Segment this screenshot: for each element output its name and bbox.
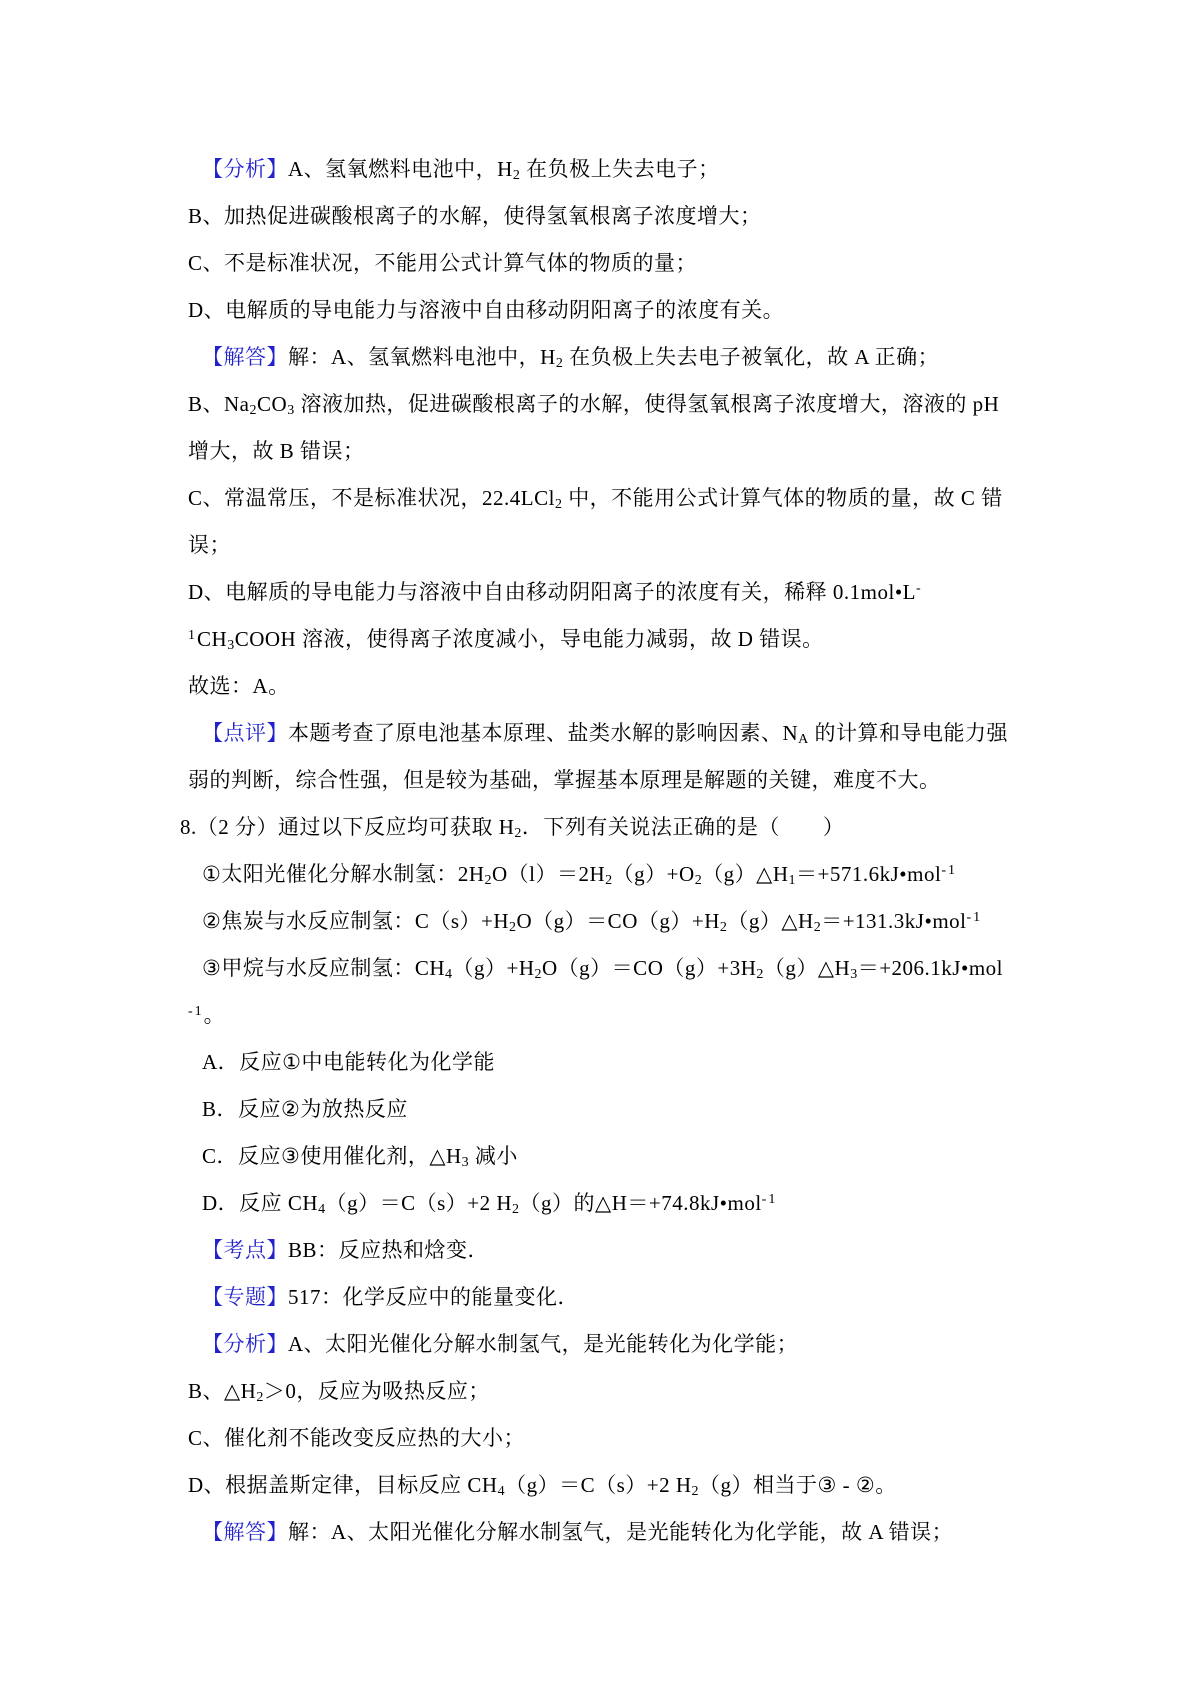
text-run: 溶液加热，促进碳酸根离子的水解，使得氢氧根离子浓度增大，溶液的 pH xyxy=(294,392,1000,416)
subscript-text: 4 xyxy=(318,1202,326,1218)
q7-analysis-line-b xyxy=(180,193,1020,240)
q7-answer-line-d1 xyxy=(180,569,1020,616)
superscript-text: -1 xyxy=(761,1192,778,1207)
subscript-text: 4 xyxy=(497,1484,506,1500)
text-run: B、Na xyxy=(188,392,250,416)
subscript-text: 2 xyxy=(256,1390,264,1406)
q8-option-d xyxy=(180,1180,1020,1227)
q8-analysis-line-a xyxy=(180,1321,1020,1368)
text-run: （g）的△H＝+74.8kJ•mol xyxy=(519,1191,762,1215)
q8-reaction-3-line2 xyxy=(180,992,1020,1039)
text-run: C、不是标准状况，不能用公式计算气体的物质的量； xyxy=(188,251,698,275)
subscript-text: 2 xyxy=(756,967,764,983)
document-body xyxy=(180,146,1020,1556)
superscript-text: -1 xyxy=(188,1004,204,1019)
q7-comment-line-1 xyxy=(180,710,1020,757)
text-run: 弱的判断，综合性强，但是较为基础，掌握基本原理是解题的关键，难度不大。 xyxy=(188,768,941,792)
text-run: ＝+131.3kJ•mol xyxy=(821,909,967,933)
text-run: （g）△H xyxy=(727,909,814,933)
text-run: （g）＝C（s）+2 H xyxy=(505,1473,692,1497)
text-run: O（l）＝2H xyxy=(492,862,606,886)
q7-comment-line-2 xyxy=(180,757,1020,804)
q8-option-c xyxy=(180,1133,1020,1180)
q8-reaction-1 xyxy=(180,851,1020,898)
text-run: B．反应②为放热反应 xyxy=(202,1097,408,1121)
section-label: 【考点】 xyxy=(202,1238,288,1262)
text-run: 的计算和导电能力强 xyxy=(808,721,1009,745)
text-run: ＝+571.6kJ•mol xyxy=(796,862,942,886)
text-run: B、△H xyxy=(188,1379,257,1403)
subscript-text: 2 xyxy=(249,403,257,419)
subscript-text: 2 xyxy=(512,168,521,184)
section-label: 【解答】 xyxy=(202,345,288,369)
text-run: D、电解质的导电能力与溶液中自由移动阴阳离子的浓度有关。 xyxy=(188,298,785,322)
q7-answer-line-c1 xyxy=(180,475,1020,522)
q7-answer-line-c2 xyxy=(180,522,1020,569)
text-run: 中，不能用公式计算气体的物质的量，故 C 错 xyxy=(562,486,1003,510)
text-run: 解：A、氢氧燃料电池中，H xyxy=(288,345,556,369)
text-run: 。 xyxy=(203,1003,226,1027)
text-run: ＞0，反应为吸热反应； xyxy=(263,1379,490,1403)
text-run: C、常温常压，不是标准状况，22.4LCl xyxy=(188,486,555,510)
q8-exam-point xyxy=(180,1227,1020,1274)
q8-reaction-3-line1 xyxy=(180,945,1020,992)
q7-analysis-line-a xyxy=(180,146,1020,193)
section-label: 【分析】 xyxy=(202,1332,288,1356)
text-run: CH xyxy=(197,627,228,651)
q7-answer-line-a xyxy=(180,334,1020,381)
section-label: 【专题】 xyxy=(202,1285,288,1309)
section-label: 【分析】 xyxy=(202,157,288,181)
q7-answer-line-d2 xyxy=(180,616,1020,663)
superscript-text: -1 xyxy=(941,863,957,878)
subscript-text: 3 xyxy=(227,638,235,654)
subscript-text: 2 xyxy=(534,967,543,983)
text-run: BB：反应热和焓变． xyxy=(288,1238,490,1262)
superscript-text: - xyxy=(916,581,923,596)
text-run: 在负极上失去电子； xyxy=(520,157,720,181)
q7-analysis-line-d xyxy=(180,287,1020,334)
subscript-text: 3 xyxy=(461,1155,470,1171)
text-run: D、根据盖斯定律，目标反应 CH xyxy=(188,1473,498,1497)
text-run: （g）+O xyxy=(612,862,695,886)
text-run: A、太阳光催化分解水制氢气，是光能转化为化学能； xyxy=(288,1332,799,1356)
subscript-text: 3 xyxy=(287,403,295,419)
subscript-text: 2 xyxy=(509,920,517,936)
text-run: A．反应①中电能转化为化学能 xyxy=(202,1050,495,1074)
text-run: ．下列有关说法正确的是（ ） xyxy=(521,815,845,839)
text-run: （g）△H xyxy=(763,956,851,980)
q8-question-stem xyxy=(180,804,1020,851)
subscript-text: 1 xyxy=(788,873,797,889)
subscript-text: 4 xyxy=(445,967,453,983)
subscript-text: 2 xyxy=(719,920,728,936)
section-label: 【点评】 xyxy=(202,721,288,745)
subscript-text: 2 xyxy=(813,920,822,936)
text-run: O（g）＝CO（g）+H xyxy=(516,909,720,933)
text-run: B、加热促进碳酸根离子的水解，使得氢氧根离子浓度增大； xyxy=(188,204,762,228)
subscript-text: 2 xyxy=(605,873,613,889)
text-run: 误； xyxy=(188,533,231,557)
subscript-text: 2 xyxy=(514,826,522,842)
superscript-text: -1 xyxy=(966,910,983,925)
text-run: CO xyxy=(257,392,288,416)
q7-answer-line-b1 xyxy=(180,381,1020,428)
q8-reaction-2 xyxy=(180,898,1020,945)
q7-answer-line-b2 xyxy=(180,428,1020,475)
text-run: C、催化剂不能改变反应热的大小； xyxy=(188,1426,526,1450)
subscript-text: 2 xyxy=(512,1202,520,1218)
q7-analysis-line-c xyxy=(180,240,1020,287)
text-run: ③甲烷与水反应制氢：CH xyxy=(202,956,445,980)
text-run: 解：A、太阳光催化分解水制氢气，是光能转化为化学能，故 A 错误； xyxy=(288,1520,954,1544)
text-run: 增大，故 B 错误； xyxy=(188,439,365,463)
subscript-text: 3 xyxy=(850,967,858,983)
q8-analysis-line-d xyxy=(180,1462,1020,1509)
text-run: （g）＝C（s）+2 H xyxy=(325,1191,513,1215)
text-run: （g）△H xyxy=(702,862,789,886)
text-run: ②焦炭与水反应制氢：C（s）+H xyxy=(202,909,510,933)
text-run: A、氢氧燃料电池中，H xyxy=(288,157,513,181)
section-label: 【解答】 xyxy=(202,1520,288,1544)
subscript-text: 2 xyxy=(484,873,492,889)
text-run: 517：化学反应中的能量变化． xyxy=(288,1285,579,1309)
q8-analysis-line-c xyxy=(180,1415,1020,1462)
subscript-text: 2 xyxy=(555,356,564,372)
superscript-text: 1 xyxy=(188,628,197,643)
text-run: 8.（2 分）通过以下反应均可获取 H xyxy=(180,815,515,839)
subscript-text: 2 xyxy=(691,1484,700,1500)
text-run: 本题考查了原电池基本原理、盐类水解的影响因素、N xyxy=(288,721,799,745)
q8-analysis-line-b xyxy=(180,1368,1020,1415)
text-run: O（g）＝CO（g）+3H xyxy=(542,956,757,980)
q8-option-b xyxy=(180,1086,1020,1133)
q8-topic xyxy=(180,1274,1020,1321)
q8-answer-line-a xyxy=(180,1509,1020,1556)
text-run: D、电解质的导电能力与溶液中自由移动阴阳离子的浓度有关，稀释 0.1mol•L xyxy=(188,580,917,604)
text-run: 在负极上失去电子被氧化，故 A 正确； xyxy=(563,345,940,369)
subscript-text: A xyxy=(798,732,809,748)
text-run: 故选：A。 xyxy=(188,674,290,698)
text-run: 减小 xyxy=(469,1144,518,1168)
subscript-text: 2 xyxy=(694,873,703,889)
text-run: D．反应 CH xyxy=(202,1191,319,1215)
text-run: （g）相当于③ - ②。 xyxy=(699,1473,897,1497)
q8-option-a xyxy=(180,1039,1020,1086)
q7-answer-choice xyxy=(180,663,1020,710)
text-run: C．反应③使用催化剂，△H xyxy=(202,1144,462,1168)
text-run: COOH 溶液，使得离子浓度减小，导电能力减弱，故 D 错误。 xyxy=(234,627,824,651)
text-run: ①太阳光催化分解水制氢：2H xyxy=(202,862,485,886)
text-run: （g）+H xyxy=(452,956,535,980)
subscript-text: 2 xyxy=(554,497,563,513)
text-run: ＝+206.1kJ•mol xyxy=(857,956,1003,980)
